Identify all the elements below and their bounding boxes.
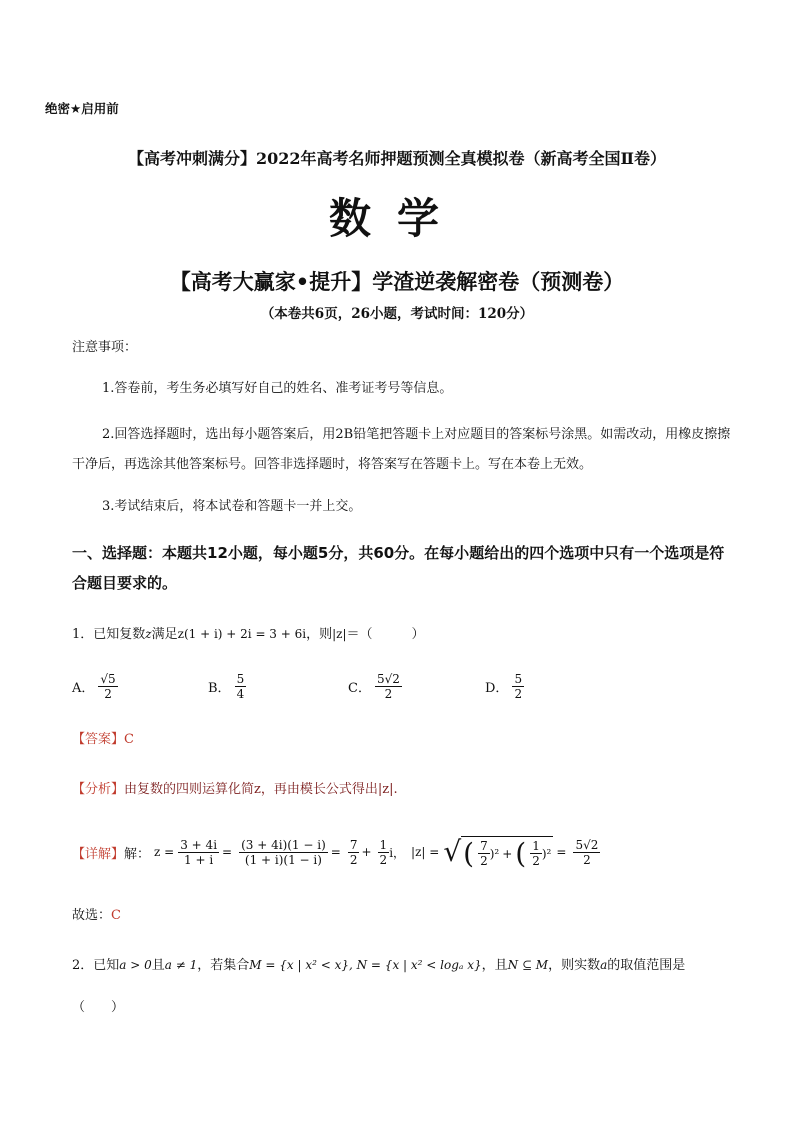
choice-prefix: 故选： [72, 908, 112, 923]
q2-cond-1: a > 0 [119, 958, 152, 972]
detail-eq-3: = [556, 845, 567, 859]
option-c-fraction [375, 672, 402, 701]
option-d-label: D． [485, 681, 509, 696]
q1-var: z [145, 627, 152, 641]
detail-frac-4 [378, 838, 390, 867]
option-c [348, 672, 402, 701]
option-a-fraction [98, 672, 117, 701]
detail-frac-5 [478, 839, 490, 868]
q2-part-e: ，则实数 [548, 958, 601, 973]
detail-plus: + [361, 845, 372, 859]
question-2-blank: （ ） [72, 1000, 125, 1015]
option-a-den: 2 [104, 687, 112, 701]
detail-frac-4-num: 1 [379, 837, 388, 852]
detail-frac-2 [239, 838, 328, 867]
detail-radicand [461, 836, 553, 868]
option-c-num: 5√2 [376, 672, 400, 686]
detail-lparen-1: ( [463, 836, 475, 870]
q2-subset: N ⊆ M [507, 958, 549, 972]
detail-rparen-1: )² [489, 846, 500, 861]
section-heading: 一、选择题：本题共12小题，每小题5分，共60分。在每小题给出的四个选项中只有一个选项是符合题目要求的。 [72, 544, 725, 592]
choice-value: C [111, 908, 121, 923]
detail-z: z = [154, 845, 175, 859]
q2-part-a: 2．已知 [72, 958, 120, 973]
q1-abs: |z| [332, 627, 347, 641]
option-a-num: √5 [100, 672, 116, 686]
note-2: 2.回答选择题时，选出每小题答案后，用2B铅笔把答题卡上对应题目的答案标号涂黑。如需改动，用橡皮擦擦干净后，再选涂其他答案标号。回答非选择题时，将答案写在答题卡上。写在本卷上无效。 [72, 427, 731, 472]
detail-abs: |z| = [411, 845, 440, 859]
detail-frac-6-num: 1 [532, 839, 540, 853]
q2-var: a [600, 958, 608, 972]
detail-result-num: 5√2 [575, 837, 599, 852]
option-b-num: 5 [236, 672, 245, 686]
q1-mid: 满足 [151, 627, 178, 642]
detail-frac-3 [348, 838, 360, 867]
detail-result-den: 2 [583, 852, 591, 867]
option-d-num: 5 [514, 672, 523, 686]
detail-frac-5-den: 2 [480, 854, 488, 868]
question-1 [72, 624, 425, 645]
detail-frac-2-num: (3 + 4i)(1 − i) [241, 837, 326, 852]
detail-i: i， [389, 845, 406, 860]
option-d-den: 2 [514, 687, 523, 701]
q1-prefix: 1．已知复数 [72, 627, 146, 642]
option-c-den: 2 [384, 687, 393, 701]
detail-frac-3-num: 7 [349, 837, 358, 852]
question-2 [72, 954, 685, 973]
paper-title: 【高考大赢家•提升】学渣逆袭解密卷（预测卷） [169, 270, 625, 294]
detail-tag: 【详解】 [72, 846, 125, 862]
answer-line [72, 728, 134, 747]
detail-frac-5-num: 7 [480, 839, 488, 853]
option-c-label: C． [348, 681, 371, 696]
detail-frac-2-den: (1 + i)(1 − i) [244, 852, 322, 867]
analysis-line [72, 778, 398, 797]
note-1: 1.答卷前，考生务必填写好自己的姓名、准考证考号等信息。 [102, 381, 453, 396]
subject-title: 数学 [328, 194, 465, 243]
q2-cond-2: a ≠ 1 [164, 958, 198, 972]
paper-info: （本卷共6页，26小题，考试时间：120分） [260, 306, 534, 322]
detail-result [573, 838, 600, 867]
option-a [72, 672, 118, 701]
detail-frac-1-num: 3 + 4i [180, 837, 218, 852]
detail-eq-1: = [222, 845, 233, 859]
detail-frac-6 [530, 839, 542, 868]
answer-value: C [124, 732, 134, 747]
choice-line [72, 904, 121, 923]
q2-sets: M = {x | x² < x}, N = {x | x² < logₐ x} [249, 958, 482, 972]
q2-part-f: 的取值范围是 [607, 958, 686, 973]
analysis-tag: 【分析】 [72, 782, 125, 797]
detail-plus-2: + [502, 846, 513, 861]
confidential-mark: 绝密★启用前 [45, 101, 119, 116]
answer-tag: 【答案】 [72, 732, 125, 747]
q2-part-d: ，且 [481, 958, 508, 973]
detail-frac-1-den: 1 + i [184, 852, 214, 867]
option-b-label: B． [208, 681, 231, 696]
notes-heading: 注意事项： [72, 340, 138, 355]
analysis-text: 由复数的四则运算化简z，再由模长公式得出|z|. [124, 782, 398, 797]
option-b-fraction [235, 672, 247, 701]
detail-prefix: 解： [124, 846, 151, 862]
q1-after: ，则 [306, 627, 333, 642]
note-3: 3.考试结束后，将本试卷和答题卡一并上交。 [102, 499, 362, 514]
option-d-fraction [512, 672, 524, 701]
detail-eq-2: = [330, 845, 341, 859]
detail-frac-1 [178, 838, 219, 867]
detail-frac-4-den: 2 [379, 852, 388, 867]
detail-frac-3-den: 2 [349, 852, 358, 867]
option-b-den: 4 [236, 687, 245, 701]
q2-part-b: 且 [151, 958, 165, 973]
detail-lparen-2: ( [515, 836, 527, 870]
detail-line [72, 836, 600, 868]
q2-part-c: ，若集合 [197, 958, 250, 973]
option-d [485, 672, 524, 701]
option-a-label: A． [72, 681, 95, 696]
q1-equation: z(1 + i) + 2i = 3 + 6i [177, 627, 307, 641]
option-b [208, 672, 246, 701]
detail-sqrt: √ [443, 835, 462, 868]
exam-title: 【高考冲刺满分】2022年高考名师押题预测全真模拟卷（新高考全国Ⅱ卷） [127, 149, 667, 168]
q1-suffix: ＝（ ） [346, 627, 425, 642]
detail-frac-6-den: 2 [532, 854, 540, 868]
detail-rparen-2: )² [541, 846, 552, 861]
